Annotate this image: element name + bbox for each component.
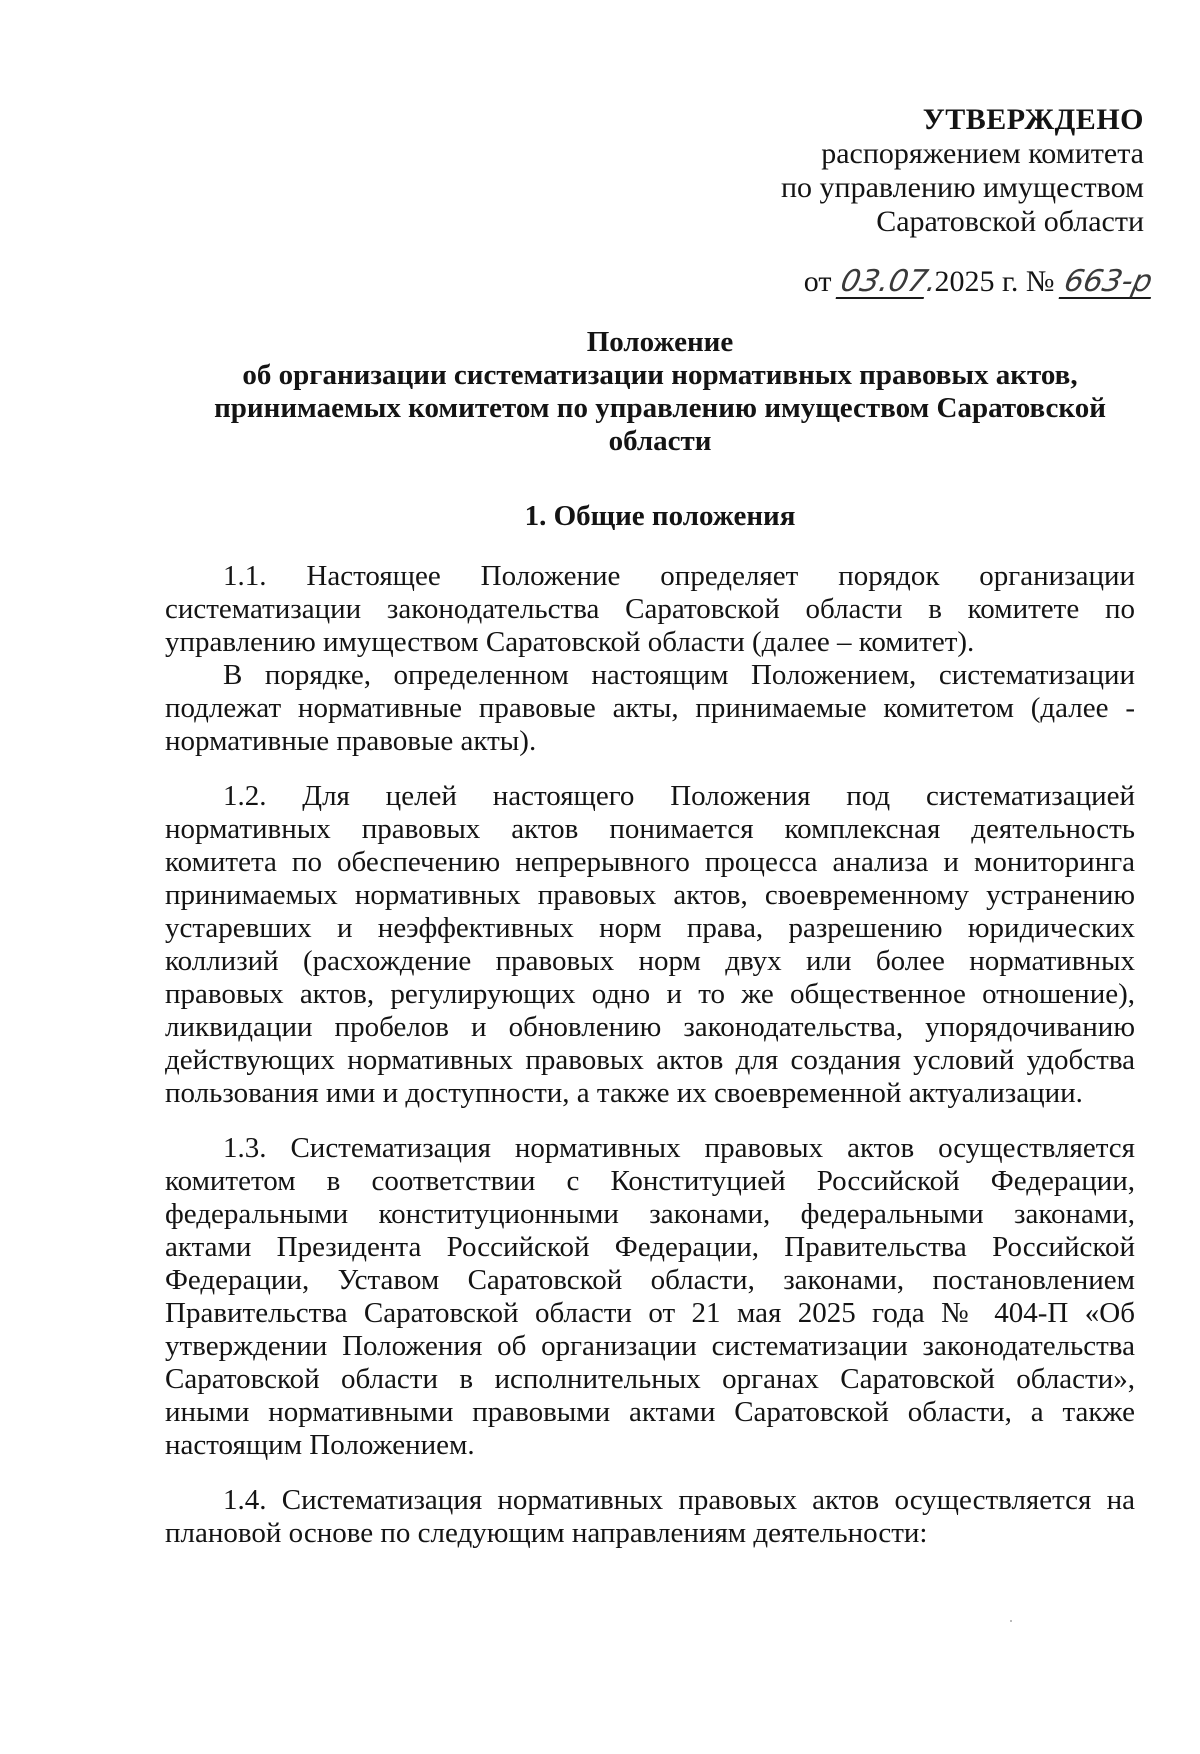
handwritten-date: 03.07.	[837, 264, 941, 299]
title-line-2: об организации систематизации нормативных правовых актов,	[242, 359, 1078, 391]
title-line-4: области	[608, 425, 712, 457]
handwritten-number: 663-р	[1059, 267, 1158, 299]
section-heading: 1. Общие положения	[524, 500, 796, 532]
approval-line-1: распоряжением комитета	[821, 137, 1144, 170]
section-body	[165, 560, 1135, 1550]
title-line-3: принимаемых комитетом по управлению имуществом Саратовской	[214, 392, 1106, 424]
paragraph-1-3: 1.3. Систематизация нормативных правовых актов осуществляется комитетом в соответствии с Конституцией Российской Федерации, федеральными конституционными законами, федеральными законами, актами Президента Российской Федерации, Правительства Российской Федерации, Уставом Саратовской области, законами, постановлением Правительства Саратовской области от 21 мая 2025 года № 404-П «Об утверждении Положения об организации систематизации законодательства Саратовской области в исполнительных органах Саратовской области», иными нормативными правовыми актами Саратовской области, а также настоящим Положением.	[165, 1132, 1135, 1461]
scan-speck	[1010, 1620, 1012, 1622]
approval-block	[624, 103, 1144, 239]
from-label: от	[803, 265, 832, 298]
document-title	[180, 326, 1140, 458]
paragraph-1-2: 1.2. Для целей настоящего Положения под систематизацией нормативных правовых актов понимается комплексная деятельность комитета по обеспечению непрерывного процесса анализа и мониторинга принимаемых нормативных правовых актов, своевременному устранению устаревших и неэффективных норм права, разрешению юридических коллизий (расхождение правовых норм двух или более нормативных правовых актов, регулирующих одно и то же общественное отношение), ликвидации пробелов и обновлению законодательства, упорядочиванию действующих нормативных правовых актов для создания условий удобства пользования ими и доступности, а также их своевременной актуализации.	[165, 780, 1135, 1109]
approval-date-line	[804, 265, 1154, 299]
title-line-1: Положение	[586, 326, 734, 358]
approval-line-3: Саратовской области	[876, 205, 1144, 238]
paragraph-1-1: 1.1. Настоящее Положение определяет порядок организации систематизации законодательства Саратовской области в комитете по управлению имуществом Саратовской области (далее – комитет).	[165, 560, 1135, 658]
approval-line-2: по управлению имуществом	[780, 171, 1144, 204]
paragraph-1-1-cont: В порядке, определенном настоящим Положением, систематизации подлежат нормативные правовые акты, принимаемые комитетом (далее - нормативные правовые акты).	[165, 659, 1135, 757]
year-number-label: 2025 г. №	[934, 265, 1055, 298]
paragraph-1-4: 1.4. Систематизация нормативных правовых актов осуществляется на плановой основе по следующим направлениям деятельности:	[165, 1484, 1135, 1549]
approval-title: УТВЕРЖДЕНО	[922, 103, 1144, 136]
